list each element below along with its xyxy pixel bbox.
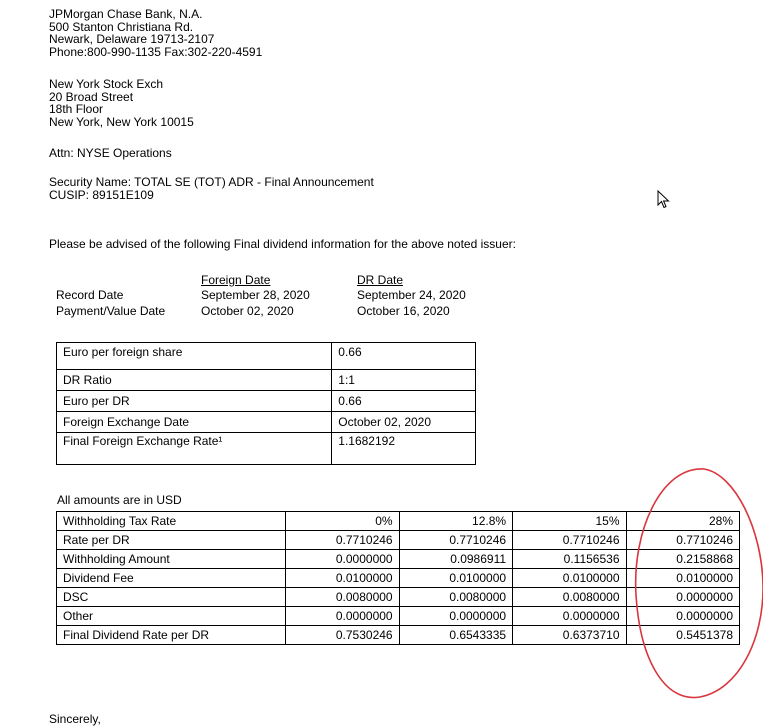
intro-text: Please be advised of the following Final dividend information for the above noted issuer: [49,237,516,251]
table-cell: 0.0080000 [399,588,512,607]
table-cell-label: Foreign Exchange Date [57,412,332,433]
record-date-foreign: September 28, 2020 [201,288,310,302]
table-row-label: Withholding Amount [57,550,286,569]
table-cell: 0.7710246 [286,531,399,550]
table-row [57,370,476,391]
table-cell: 0.1156536 [513,550,626,569]
table-cell: 0.6373710 [513,626,626,645]
table-header-cell: 15% [513,512,626,531]
recipient-line: 18th Floor [49,102,104,116]
table-cell-label: Final Foreign Exchange Rate¹ [57,433,332,465]
table-header-row [57,512,740,531]
table-row [57,412,476,433]
table-row-label: Final Dividend Rate per DR [57,626,286,645]
sender-line: Phone:800-990-1135 Fax:302-220-4591 [49,44,263,59]
table-row [57,550,740,569]
recipient-line: New York, New York 10015 [49,114,194,129]
security-info [49,176,374,201]
table-row [57,607,740,626]
table-header-cell: 0% [286,512,399,531]
payment-date-foreign: October 02, 2020 [201,304,294,318]
sender-address [49,8,262,58]
recipient-line: 20 Broad Street [49,89,134,104]
record-date-dr: September 24, 2020 [357,288,466,302]
dividend-rates-table [56,511,740,645]
sender-line: 500 Stanton Christiana Rd. [49,19,194,34]
table-cell: 0.2158868 [626,550,740,569]
table-cell: 0.0080000 [286,588,399,607]
table-cell: 0.7710246 [399,531,512,550]
cusip: CUSIP: 89151E109 [49,187,154,202]
table-cell: 0.0100000 [286,569,399,588]
table-cell: 0.0000000 [513,607,626,626]
table-cell: 0.0000000 [286,607,399,626]
table-header-cell: 12.8% [399,512,512,531]
record-date-label: Record Date [56,288,124,302]
fx-info-table [56,342,476,465]
recipient-line: New York Stock Exch [49,77,164,91]
payment-date-dr: October 16, 2020 [357,304,450,318]
table-cell: 0.0080000 [513,588,626,607]
table-row-label: DSC [57,588,286,607]
table-cell: 0.7710246 [513,531,626,550]
table-cell-value: 1:1 [332,370,476,391]
table-cell: 0.0100000 [626,569,740,588]
sender-line: JPMorgan Chase Bank, N.A. [49,7,203,21]
signoff-text: Sincerely, [49,712,101,726]
table-row-label: Other [57,607,286,626]
currency-note: All amounts are in USD [57,493,182,507]
table-row [57,343,476,370]
table-cell: 0.0000000 [286,550,399,569]
table-row [57,433,476,465]
foreign-date-header: Foreign Date [201,273,271,287]
table-cell: 0.0100000 [399,569,512,588]
table-cell-label: Euro per DR [57,391,332,412]
table-cell-value: 1.1682192 [332,433,476,465]
security-name: Security Name: TOTAL SE (TOT) ADR - Final Announcement [49,175,374,189]
table-cell: 0.6543335 [399,626,512,645]
table-cell-value: 0.66 [332,391,476,412]
table-cell: 0.0000000 [626,607,740,626]
table-cell: 0.0986911 [399,550,512,569]
table-cell: 0.7710246 [626,531,740,550]
sender-line: Newark, Delaware 19713-2107 [49,32,215,46]
table-row [57,569,740,588]
table-row [57,588,740,607]
attention-line: Attn: NYSE Operations [49,146,172,160]
table-header-label: Withholding Tax Rate [57,512,286,531]
table-cell: 0.5451378 [626,626,740,645]
dr-date-header: DR Date [357,273,404,287]
table-row [57,626,740,645]
table-cell-label: DR Ratio [57,370,332,391]
table-cell-value: 0.66 [332,343,476,370]
table-cell: 0.0000000 [399,607,512,626]
table-row-label: Rate per DR [57,531,286,550]
table-row [57,531,740,550]
table-header-cell: 28% [626,512,740,531]
table-cell: 0.0100000 [513,569,626,588]
payment-date-label: Payment/Value Date [56,304,166,318]
mouse-pointer-icon [657,190,671,210]
table-row [57,391,476,412]
table-cell-label: Euro per foreign share [57,343,332,370]
table-cell: 0.0000000 [626,588,740,607]
table-row-label: Dividend Fee [57,569,286,588]
table-cell-value: October 02, 2020 [332,412,476,433]
table-cell: 0.7530246 [286,626,399,645]
recipient-address [49,78,194,128]
